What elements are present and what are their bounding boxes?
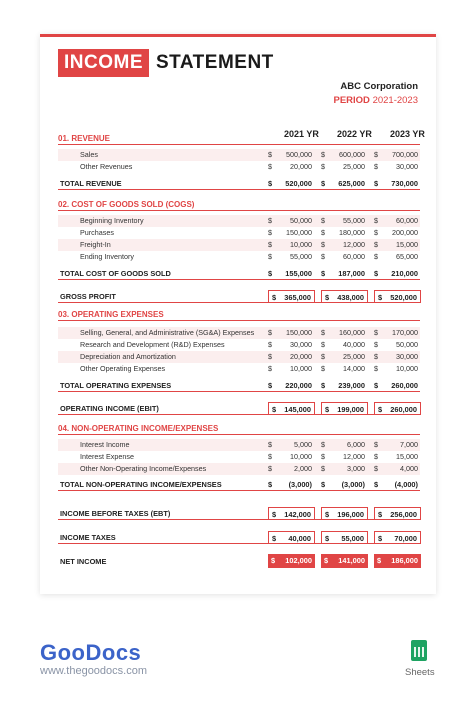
currency-symbol: $ — [321, 228, 325, 237]
value-number: 10,000 — [290, 452, 312, 461]
row-label: Depreciation and Amortization — [80, 352, 176, 361]
value-number: 10,000 — [396, 364, 418, 373]
currency-symbol: $ — [321, 440, 325, 449]
currency-symbol: $ — [378, 534, 383, 543]
currency-symbol: $ — [321, 162, 325, 171]
table-row — [58, 227, 420, 239]
value-number: 20,000 — [290, 162, 312, 171]
value-number: 365,000 — [284, 293, 311, 302]
currency-symbol: $ — [325, 534, 330, 543]
value-number: 256,000 — [390, 510, 417, 519]
value-cell — [321, 149, 368, 161]
table-row — [58, 463, 420, 475]
total-revenue-row — [58, 177, 420, 190]
goodocs-logo: GooDocs — [40, 640, 142, 665]
row-label: Beginning Inventory — [80, 216, 144, 225]
value-cell — [374, 161, 421, 173]
sheets-label: Sheets — [405, 667, 435, 678]
value-cell — [268, 239, 315, 251]
value-cell — [321, 463, 368, 475]
currency-symbol: $ — [378, 293, 383, 302]
year-header-2023: 2023 YR — [390, 129, 425, 139]
year-header-2022: 2022 YR — [337, 129, 372, 139]
value-number: 4,000 — [400, 464, 418, 473]
operating-income-row — [58, 402, 420, 415]
currency-symbol: $ — [374, 340, 378, 349]
table-row — [58, 451, 420, 463]
value-cell — [268, 351, 315, 363]
value-cell — [321, 177, 368, 189]
value-number: (3,000) — [288, 480, 312, 489]
section-nonop-title: 04. NON-OPERATING INCOME/EXPENSES — [58, 423, 420, 435]
row-label: Other Operating Expenses — [80, 364, 166, 373]
value-number: 239,000 — [338, 381, 365, 390]
value-number: 145,000 — [284, 405, 311, 414]
value-cell — [374, 227, 421, 239]
value-number: 260,000 — [390, 405, 417, 414]
value-number: 25,000 — [343, 352, 365, 361]
value-number: 187,000 — [338, 269, 365, 278]
income-statement-sheet — [40, 34, 436, 594]
currency-symbol: $ — [268, 240, 272, 249]
total-opex-row — [58, 379, 420, 392]
value-number: 180,000 — [339, 228, 365, 237]
currency-symbol: $ — [374, 452, 378, 461]
value-cell — [374, 339, 421, 351]
value-cell — [321, 161, 368, 173]
value-cell — [374, 402, 421, 415]
value-cell — [268, 149, 315, 161]
section-cogs-title: 02. COST OF GOODS SOLD (COGS) — [58, 199, 420, 211]
currency-symbol: $ — [374, 352, 378, 361]
currency-symbol: $ — [271, 556, 276, 565]
currency-symbol: $ — [321, 179, 326, 188]
value-cell — [268, 363, 315, 375]
value-cell — [268, 402, 315, 415]
value-number: 200,000 — [392, 228, 418, 237]
currency-symbol: $ — [268, 328, 272, 337]
section-opex-title: 03. OPERATING EXPENSES — [58, 309, 420, 321]
value-cell — [374, 507, 421, 520]
currency-symbol: $ — [374, 216, 378, 225]
currency-symbol: $ — [321, 252, 325, 261]
value-number: 55,000 — [341, 534, 364, 543]
currency-symbol: $ — [374, 269, 379, 278]
value-cell — [321, 439, 368, 451]
value-cell — [268, 267, 315, 279]
value-cell — [321, 239, 368, 251]
total-cogs-row — [58, 267, 420, 280]
total-label: GROSS PROFIT — [60, 292, 116, 301]
currency-symbol: $ — [268, 162, 272, 171]
section-revenue-title: 01. REVENUE — [58, 133, 420, 145]
table-row — [58, 351, 420, 363]
table-row — [58, 339, 420, 351]
value-number: 196,000 — [337, 510, 364, 519]
google-sheets-icon — [411, 640, 427, 661]
value-number: 2,000 — [294, 464, 312, 473]
value-cell — [268, 227, 315, 239]
value-cell — [374, 554, 421, 568]
value-number: 6,000 — [347, 440, 365, 449]
value-number: 70,000 — [394, 534, 417, 543]
currency-symbol: $ — [268, 452, 272, 461]
value-cell — [374, 379, 421, 391]
currency-symbol: $ — [321, 464, 325, 473]
value-number: 40,000 — [288, 534, 311, 543]
currency-symbol: $ — [374, 179, 379, 188]
value-number: 186,000 — [391, 556, 418, 565]
company-name: ABC Corporation — [340, 81, 418, 92]
value-number: 730,000 — [391, 179, 418, 188]
value-cell — [321, 215, 368, 227]
value-number: 700,000 — [392, 150, 418, 159]
currency-symbol: $ — [377, 556, 382, 565]
value-cell — [268, 339, 315, 351]
total-label: TOTAL OPERATING EXPENSES — [60, 381, 172, 390]
value-cell — [321, 554, 368, 568]
title-highlight: INCOME — [58, 49, 149, 77]
row-label: Other Revenues — [80, 162, 133, 171]
value-number: 25,000 — [343, 162, 365, 171]
value-cell — [374, 267, 421, 279]
value-number: (4,000) — [394, 480, 418, 489]
value-number: 10,000 — [290, 240, 312, 249]
value-number: 170,000 — [392, 328, 418, 337]
currency-symbol: $ — [321, 364, 325, 373]
total-label: NET INCOME — [60, 557, 107, 566]
currency-symbol: $ — [321, 452, 325, 461]
currency-symbol: $ — [324, 556, 329, 565]
value-cell — [268, 451, 315, 463]
total-nonop-row — [58, 478, 420, 491]
goodocs-url[interactable]: www.thegoodocs.com — [40, 665, 147, 677]
value-number: 260,000 — [391, 381, 418, 390]
value-cell — [268, 507, 315, 520]
value-number: 600,000 — [339, 150, 365, 159]
row-label: Selling, General, and Administrative (SG&A) Expenses — [80, 328, 255, 337]
currency-symbol: $ — [268, 179, 273, 188]
currency-symbol: $ — [378, 510, 383, 519]
value-cell — [374, 149, 421, 161]
row-label: Purchases — [80, 228, 114, 237]
value-cell — [321, 351, 368, 363]
currency-symbol: $ — [268, 364, 272, 373]
currency-symbol: $ — [325, 293, 330, 302]
table-row — [58, 251, 420, 263]
value-cell — [321, 227, 368, 239]
total-label: TOTAL REVENUE — [60, 179, 122, 188]
gross-profit-row — [58, 290, 420, 303]
currency-symbol: $ — [321, 381, 326, 390]
table-row — [58, 239, 420, 251]
currency-symbol: $ — [268, 480, 273, 489]
value-cell — [268, 478, 315, 490]
currency-symbol: $ — [268, 464, 272, 473]
currency-symbol: $ — [321, 352, 325, 361]
value-cell — [374, 215, 421, 227]
value-cell — [374, 351, 421, 363]
value-number: 199,000 — [337, 405, 364, 414]
value-cell — [268, 215, 315, 227]
value-cell — [374, 463, 421, 475]
currency-symbol: $ — [321, 328, 325, 337]
value-number: 142,000 — [284, 510, 311, 519]
currency-symbol: $ — [374, 364, 378, 373]
value-number: 7,000 — [400, 440, 418, 449]
row-label: Ending Inventory — [80, 252, 134, 261]
value-number: 10,000 — [290, 364, 312, 373]
period-value: 2021-2023 — [372, 95, 418, 106]
total-label: INCOME TAXES — [60, 533, 116, 542]
currency-symbol: $ — [374, 381, 379, 390]
value-number: 438,000 — [337, 293, 364, 302]
currency-symbol: $ — [321, 216, 325, 225]
value-cell — [321, 327, 368, 339]
value-cell — [321, 451, 368, 463]
value-number: 50,000 — [290, 216, 312, 225]
currency-symbol: $ — [268, 381, 273, 390]
currency-symbol: $ — [268, 340, 272, 349]
value-number: 12,000 — [343, 240, 365, 249]
value-number: 625,000 — [338, 179, 365, 188]
value-number: 30,000 — [396, 162, 418, 171]
period-line — [333, 95, 418, 106]
value-number: 60,000 — [343, 252, 365, 261]
currency-symbol: $ — [378, 405, 383, 414]
value-cell — [321, 363, 368, 375]
value-cell — [268, 439, 315, 451]
value-number: 60,000 — [396, 216, 418, 225]
total-label: TOTAL NON-OPERATING INCOME/EXPENSES — [60, 480, 222, 489]
currency-symbol: $ — [325, 405, 330, 414]
value-number: 55,000 — [290, 252, 312, 261]
value-number: 15,000 — [396, 240, 418, 249]
row-label: Sales — [80, 150, 98, 159]
value-cell — [321, 478, 368, 490]
value-cell — [321, 251, 368, 263]
value-number: 30,000 — [396, 352, 418, 361]
value-number: 220,000 — [285, 381, 312, 390]
table-row — [58, 363, 420, 375]
value-cell — [374, 531, 421, 544]
row-label: Interest Income — [80, 440, 130, 449]
value-number: 14,000 — [343, 364, 365, 373]
table-row — [58, 215, 420, 227]
value-number: 65,000 — [396, 252, 418, 261]
value-number: 40,000 — [343, 340, 365, 349]
net-income-row — [58, 555, 420, 568]
row-label: Research and Development (R&D) Expenses — [80, 340, 225, 349]
currency-symbol: $ — [268, 352, 272, 361]
currency-symbol: $ — [272, 534, 277, 543]
value-number: 30,000 — [290, 340, 312, 349]
currency-symbol: $ — [374, 464, 378, 473]
currency-symbol: $ — [321, 269, 326, 278]
currency-symbol: $ — [374, 252, 378, 261]
value-number: 20,000 — [290, 352, 312, 361]
document-title — [58, 49, 274, 77]
value-cell — [321, 531, 368, 544]
currency-symbol: $ — [321, 240, 325, 249]
value-number: 520,000 — [390, 293, 417, 302]
value-cell — [268, 379, 315, 391]
value-cell — [268, 554, 315, 568]
value-cell — [268, 327, 315, 339]
currency-symbol: $ — [321, 150, 325, 159]
value-number: 500,000 — [286, 150, 312, 159]
row-label: Other Non-Operating Income/Expenses — [80, 464, 207, 473]
currency-symbol: $ — [374, 150, 378, 159]
value-number: 15,000 — [396, 452, 418, 461]
value-number: (3,000) — [341, 480, 365, 489]
value-number: 150,000 — [286, 228, 312, 237]
currency-symbol: $ — [268, 150, 272, 159]
value-number: 141,000 — [338, 556, 365, 565]
value-number: 155,000 — [285, 269, 312, 278]
value-cell — [321, 339, 368, 351]
currency-symbol: $ — [272, 405, 277, 414]
value-cell — [321, 379, 368, 391]
value-cell — [268, 177, 315, 189]
currency-symbol: $ — [374, 162, 378, 171]
value-number: 55,000 — [343, 216, 365, 225]
value-cell — [268, 290, 315, 303]
currency-symbol: $ — [374, 440, 378, 449]
value-cell — [374, 439, 421, 451]
currency-symbol: $ — [268, 228, 272, 237]
value-cell — [374, 290, 421, 303]
value-cell — [268, 251, 315, 263]
table-row — [58, 161, 420, 173]
value-cell — [268, 531, 315, 544]
currency-symbol: $ — [321, 340, 325, 349]
row-label: Interest Expense — [80, 452, 134, 461]
value-number: 5,000 — [294, 440, 312, 449]
currency-symbol: $ — [268, 252, 272, 261]
value-cell — [321, 507, 368, 520]
currency-symbol: $ — [268, 440, 272, 449]
value-cell — [321, 402, 368, 415]
value-number: 150,000 — [286, 328, 312, 337]
value-cell — [321, 267, 368, 279]
value-number: 520,000 — [285, 179, 312, 188]
currency-symbol: $ — [268, 216, 272, 225]
ebt-row — [58, 507, 420, 520]
table-row — [58, 327, 420, 339]
value-cell — [268, 463, 315, 475]
value-number: 12,000 — [343, 452, 365, 461]
value-cell — [374, 451, 421, 463]
value-number: 210,000 — [391, 269, 418, 278]
total-label: OPERATING INCOME (EBIT) — [60, 404, 159, 413]
table-row — [58, 439, 420, 451]
year-header-2021: 2021 YR — [284, 129, 319, 139]
total-label: TOTAL COST OF GOODS SOLD — [60, 269, 171, 278]
value-number: 3,000 — [347, 464, 365, 473]
value-cell — [374, 177, 421, 189]
value-cell — [374, 239, 421, 251]
value-number: 160,000 — [339, 328, 365, 337]
value-number: 50,000 — [396, 340, 418, 349]
value-number: 102,000 — [285, 556, 312, 565]
currency-symbol: $ — [268, 269, 273, 278]
currency-symbol: $ — [374, 228, 378, 237]
currency-symbol: $ — [272, 510, 277, 519]
currency-symbol: $ — [374, 328, 378, 337]
table-row — [58, 149, 420, 161]
currency-symbol: $ — [374, 240, 378, 249]
value-cell — [268, 161, 315, 173]
period-label: PERIOD — [333, 95, 370, 106]
value-cell — [374, 327, 421, 339]
value-cell — [374, 363, 421, 375]
value-cell — [321, 290, 368, 303]
currency-symbol: $ — [321, 480, 326, 489]
currency-symbol: $ — [272, 293, 277, 302]
row-label: Freight-In — [80, 240, 111, 249]
total-label: INCOME BEFORE TAXES (EBT) — [60, 509, 171, 518]
value-cell — [374, 478, 421, 490]
income-taxes-row — [58, 531, 420, 544]
currency-symbol: $ — [325, 510, 330, 519]
title-rest: STATEMENT — [156, 52, 274, 73]
value-cell — [374, 251, 421, 263]
currency-symbol: $ — [374, 480, 379, 489]
